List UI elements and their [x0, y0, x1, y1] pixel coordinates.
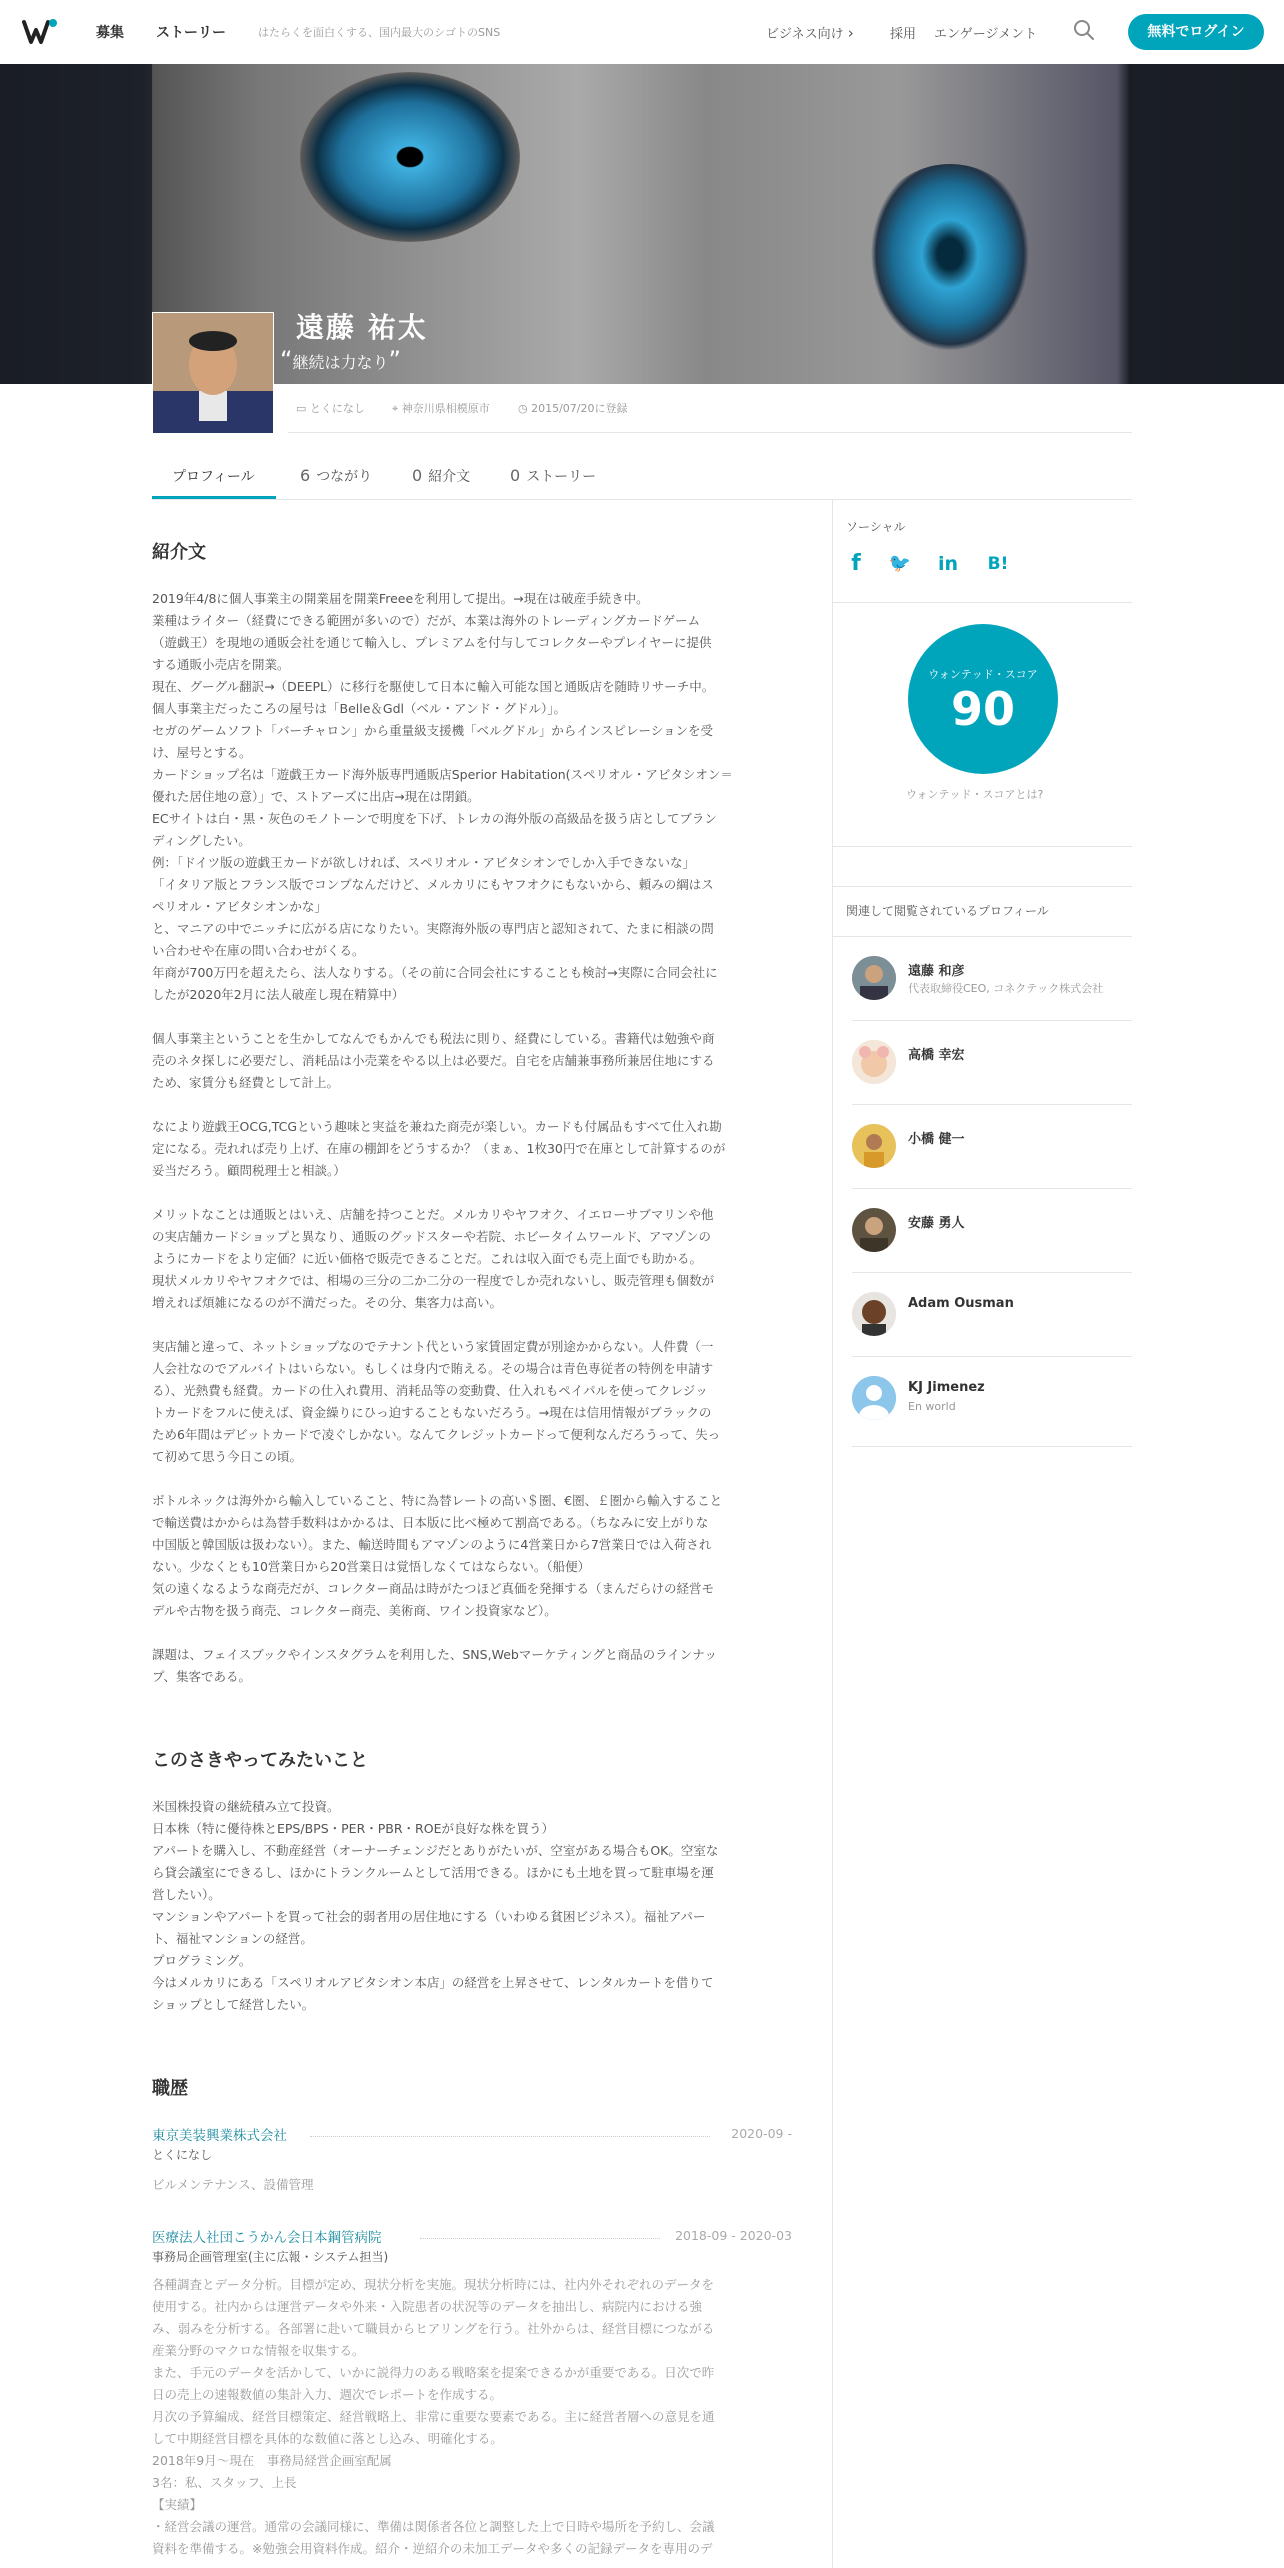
top-header — [0, 0, 1284, 65]
nav-jobs[interactable]: 募集 — [96, 25, 124, 41]
profile-motto — [280, 346, 401, 374]
tagline: はたらくを面白くする、国内最大のシゴトのSNS — [258, 26, 501, 39]
profile-name: 遠藤 祐太 — [296, 311, 428, 344]
employment-text: とくになし — [309, 402, 365, 415]
meta-divider — [288, 432, 1132, 433]
tab-connections-label: つながり — [316, 469, 373, 485]
related-name: 高橋 幸宏 — [908, 1048, 965, 1063]
related-profile[interactable] — [852, 956, 1132, 1040]
login-button[interactable]: 無料でログイン — [1128, 14, 1264, 50]
job-period-1: 2020-09 - — [731, 2126, 792, 2141]
future-heading: このさきやってみたいこと — [152, 1750, 368, 1771]
tab-stories-label: ストーリー — [526, 469, 597, 485]
related-profile[interactable] — [852, 1208, 1132, 1292]
job-company-1[interactable]: 東京美装興業株式会社 — [152, 2128, 287, 2144]
business-label: ビジネス向け — [766, 27, 844, 42]
intro-text: 2019年4/8に個人事業主の開業届を開業Freeeを利用して提出。→現在は破産手続き中。 業種はライター（経費にできる範囲が多いので）だが、本業は海外のトレーディングカードゲーム （遊戯王）を現地の通販会社を通じて輸入し、プレミアムを付与してコレクターやプレイヤーに提供 する通販小売店を開業。 現在、グーグル翻訳→（DEEPL）に移行を駆使して日本に輸入可能な国と通販店を随時リサーチ中。 個人事業主だったころの屋号は「Belle＆Gdl（ベル・アンド・グドル）」。 セガのゲームソフト「バーチャロン」から重量級支援機「ベルグドル」からインスピレーションを受 け、屋号とする。 カードショップ名は「遊戯王カード海外版専門通販店Sperior Habitation(スペリオル・アビタシオン＝ 優れた居住地の意）」で、ストアーズに出店→現在は閉鎖。 ECサイトは白・黒・灰色のモノトーンで明度を下げ、トレカの海外版の高級品を扱う店としてブラン ディングしたい。 例：「ドイツ版の遊戯王カードが欲しければ、スペリオル・アビタシオンでしか入手できないな」 「イタリア版とフランス版でコンプなんだけど、メルカリにもヤフオクにもないから、頼みの綱はス ペリオル・アビタシオンかな」 と、マニアの中でニッチに広がる店になりたい。実際海外版の専門店と認知されて、たまに相談の問 い合わせや在庫の問い合わせがくる。 年商が700万円を超えたら、法人なりする。（その前に合同会社にすることも検討→実際に合同会社に したが2020年2月に法人破産し現在精算中） 個人事業主ということを生かしてなんでもかんでも税法に則り、経費にしている。書籍代は勉強や商 売のネタ探しに必要だし、消耗品は小売業をやる以上は必要だ。自宅を店舗兼事務所兼居住地にする ため、家賃分も経費として計上。 なにより遊戯王OCG,TCGという趣味と実益を兼ねた商売が楽しい。カードも付属品もすべて仕入れ勘 定になる。売れれば売り上げ、在庫の棚卸をどうするか？（まぁ、1枚30円で在庫として計算するのが 妥当だろう。顧問税理士と相談。） メリットなことは通販とはいえ、店舗を持つことだ。メルカリやヤフオク、イエローサブマリンや他 の実店舗カードショップと異なり、通販のグッドスターや若院、ホビータイムワールド、アマゾンの ようにカードをより定価？に近い価格で販売できることだ。これは収入面でも売上面でも助かる。 現状メルカリやヤフオクでは、相場の三分の二か二分の一程度でしか売れないし、販売管理も個数が 増えれば煩雑になるのが不満だった。その分、集客力は高い。 実店舗と違って、ネットショップなのでテナント代という家賃固定費が別途かからない。人件費（一 人会社なのでアルバイトはいらない。もしくは身内で賄える。その場合は青色専従者の特例を申請す る）、光熱費も経費。カードの仕入れ費用、消耗品等の変動費、仕入れもペイパルを使ってクレジッ トカードをフルに使えば、資金繰りにひっ迫することもないだろう。→現在は信用情報がブラックの ため6年間はデビットカードで凌ぐしかない。なんてクレジットカードって便利なんだろうって、失っ て初めて思う今日この頃。 ボトルネックは海外から輸入していること、特に為替レートの高い＄圏、€圏、￡圏から輸入すること で輸送費はかからは為替手数料はかかるは、日本版に比べ極めて割高である。（ちなみに安上がりな 中国版と韓国版は扱わない）。また、輸送時間もアマゾンのように4営業日から7営業日では入荷され ない。少なくとも10営業日から20営業日は覚悟しなくてはならない。（船便） 気の遠くなるような商売だが、コレクター商品は時がたつほど真価を発揮する（まんだらけの経営モ デルや古物を扱う商売、コレクター商売、美術商、ワイン投資家など）。 課題は、フェイスブックやインスタグラムを利用した、SNS,Webマーケティングと商品のラインナッ プ、集客である。 — [152, 591, 733, 1684]
person-divider — [852, 1104, 1132, 1105]
avatar-photo — [852, 1040, 896, 1084]
profile-avatar — [152, 312, 274, 434]
job-desc-1: ビルメンテナンス、設備管理 — [152, 2177, 314, 2192]
avatar — [852, 1124, 896, 1168]
location-pin-icon: ⌖ — [392, 402, 399, 415]
avatar-photo — [852, 1292, 896, 1336]
cover-side-right — [1132, 64, 1284, 384]
related-title: 関連して閲覧されているプロフィール — [846, 904, 1049, 918]
avatar-photo — [852, 956, 896, 1000]
avatar-photo — [852, 1208, 896, 1252]
tab-profile[interactable] — [172, 466, 255, 486]
job-desc-2: 各種調査とデータ分析。目標が定め、現状分析を実施。現状分析時には、社内外それぞれのデータを 使用する。社内からは運営データや外来・入院患者の状況等のデータを抽出し、病院内における強 み、弱みを分析する。各部署に赴いて職員からヒアリングを行う。社外からは、経営目標につながる 産業分野のマクロな情報を収集する。 また、手元のデータを活かして、いかに説得力のある戦略案を提案できるかが重要である。日次で昨 日の売上の速報数値の集計入力、週次でレポートを作成する。 月次の予算編成、経営目標策定、経営戦略上、非常に重要な要素である。主に経営者層への意見を通 して中期経営目標を具体的な数値に落とし込み、明確化する。 2018年9月～現在 事務局経営企画室配属 3名：私、スタッフ、上長 【実績】 ・経営会議の運営。通常の会議同様に、準備は関係者各位と調整した上で日時や場所を予約し、会議 資料を準備する。※勉強会用資料作成。紹介・逆紹介の未加工データや多くの記録データを専用のデ — [152, 2277, 715, 2556]
related-top-divider — [832, 886, 1132, 887]
quote-open-icon: “ — [280, 346, 293, 374]
tab-connections-count: 6 — [300, 466, 311, 485]
tab-stories-count: 0 — [510, 466, 521, 485]
default-avatar-icon — [852, 1376, 896, 1420]
score-label: ウォンテッド・スコア — [928, 668, 1038, 681]
tab-profile-label: プロフィール — [172, 469, 255, 485]
cat-eye-right — [860, 164, 1040, 364]
registered-meta — [518, 400, 628, 416]
location-text: 神奈川県相模原市 — [401, 402, 490, 415]
motto-text: 継続は力なり — [292, 353, 389, 372]
clock-icon: ◷ — [518, 402, 528, 415]
search-icon[interactable] — [1072, 18, 1096, 42]
related-name: 遠藤 和彦 — [908, 964, 965, 979]
related-name: KJ Jimenez — [908, 1380, 985, 1395]
tab-stories[interactable] — [510, 466, 596, 486]
engagement-link[interactable]: エンゲージメント — [934, 27, 1038, 42]
person-divider — [852, 1188, 1132, 1189]
avatar — [852, 956, 896, 1000]
job-dots-1 — [310, 2136, 710, 2138]
location-meta — [392, 400, 490, 416]
related-profile[interactable] — [852, 1040, 1132, 1124]
job-company-2[interactable]: 医療法人社団こうかん会日本鋼管病院 — [152, 2230, 382, 2246]
related-profile[interactable] — [852, 1292, 1132, 1376]
related-title-text: 代表取締役CEO, コネクテック株式会社 — [908, 982, 1104, 995]
cat-eye-left — [300, 72, 520, 242]
avatar-portrait — [153, 313, 273, 433]
career-heading: 職歴 — [152, 2078, 188, 2099]
tab-connections[interactable] — [300, 466, 372, 486]
wantedly-logo-icon[interactable] — [22, 18, 58, 46]
job-period-2: 2018-09 - 2020-03 — [675, 2228, 792, 2243]
related-title-divider — [832, 936, 1132, 937]
avatar-photo — [852, 1124, 896, 1168]
person-divider — [852, 1272, 1132, 1273]
tab-references[interactable] — [412, 466, 470, 486]
sidebar-divider — [832, 500, 833, 2568]
person-divider — [852, 1356, 1132, 1357]
related-profile[interactable] — [852, 1124, 1132, 1208]
future-text: 米国株投資の継続積み立て投資。 日本株（特に優待株とEPS/BPS・PER・PBR・ROEが良好な株を買う） アパートを購入し、不動産経営（オーナーチェンジだとありがたいが、空室がある場合もOK。空室な ら貸会議室にできるし、ほかにトランクルームとして活用できる。ほかにも土地を買って駐車場を運 営したい）。 マンションやアパートを買って社会的弱者用の居住地にする（いわゆる貧困ビジネス）。福祉アパー ト、福祉マンションの経営。 プログラミング。 今はメルカリにある「スペリオルアビタシオン本店」の経営を上昇させて、レンタルカートを借りて ショップとして経営したい。 — [152, 1799, 719, 2012]
related-profile[interactable] — [852, 1376, 1132, 1460]
score-value: 90 — [950, 682, 1015, 736]
related-name: Adam Ousman — [908, 1296, 1014, 1311]
recruit-link[interactable]: 採用 — [890, 27, 917, 42]
nav-stories[interactable]: ストーリー — [156, 25, 226, 41]
score-divider — [832, 846, 1132, 847]
social-divider — [832, 602, 1132, 603]
intro-heading: 紹介文 — [152, 542, 206, 563]
related-name: 安藤 勇人 — [908, 1216, 965, 1231]
tab-references-count: 0 — [412, 466, 423, 485]
cover-side-left — [0, 64, 152, 384]
facebook-icon[interactable]: f — [851, 551, 861, 576]
person-divider — [852, 1020, 1132, 1021]
avatar — [852, 1292, 896, 1336]
business-link[interactable] — [766, 23, 854, 42]
avatar — [852, 1040, 896, 1084]
score-help-link[interactable]: ウォンテッド・スコアとは? — [906, 788, 1044, 801]
chevron-right-icon: › — [847, 24, 854, 42]
employment-meta — [296, 400, 365, 416]
job-dots-2 — [420, 2238, 660, 2240]
quote-close-icon: ” — [388, 346, 401, 374]
avatar — [852, 1208, 896, 1252]
registered-text: 2015/07/20に登録 — [531, 402, 628, 415]
twitter-icon[interactable]: 🐦 — [888, 553, 912, 574]
job-role-1: とくになし — [152, 2148, 213, 2162]
hatena-bookmark-icon[interactable]: B! — [987, 554, 1009, 574]
briefcase-icon: ▭ — [296, 402, 307, 415]
person-divider — [852, 1446, 1132, 1447]
linkedin-icon[interactable]: in — [937, 553, 959, 575]
social-title: ソーシャル — [846, 520, 906, 534]
related-name: 小橋 健一 — [908, 1132, 965, 1147]
wanted-score-badge — [908, 624, 1058, 774]
job-role-2: 事務局企画管理室(主に広報・システム担当) — [152, 2250, 389, 2264]
related-title-text: En world — [908, 1400, 956, 1413]
tabs-divider — [152, 499, 1132, 500]
avatar — [852, 1376, 896, 1420]
tab-references-label: 紹介文 — [428, 469, 471, 485]
